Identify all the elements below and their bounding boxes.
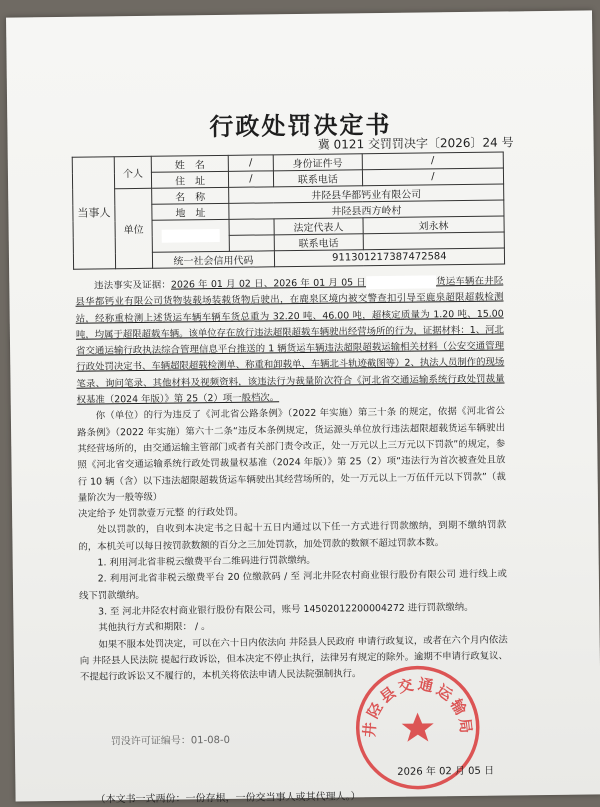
- empty-cell: [229, 235, 274, 252]
- document-number: 冀 0121 交罚罚决字〔2026〕24 号: [317, 135, 514, 152]
- svg-text:井陉县交通运输局: 井陉县交通运输局: [360, 674, 476, 739]
- unit-phone-label: 联系电话: [274, 234, 363, 251]
- appeal-paragraph: 如果不服本处罚决定，可以在六十日内依法向 井陉县人民政府 申请行政复议，或者在六个月内依法向 井陉县人民法院 提起行政诉讼，但本决定不停止执行，法律另有规定的除外。逾期不申请行政复议、不提起行政诉讼又不履行的，本机关将依法申请人民法院强制执行。: [79, 634, 508, 683]
- plate-redaction: [366, 275, 436, 289]
- violation-dates: 2026 年 01 月 02 日、2026 年 01 月 05 日: [170, 277, 367, 291]
- facts-label: 违法事实及证据：: [94, 279, 172, 292]
- permit-number: 罚没许可证编号：01-08-0: [110, 734, 230, 748]
- facts-paragraph: [75, 274, 505, 410]
- phone-label: 联系电话: [273, 170, 362, 187]
- payment-method-1: 1. 利用河北省非税云缴费平台二维码进行罚款缴纳。: [97, 554, 316, 569]
- legal-rep-label: 法定代表人: [274, 218, 363, 235]
- issue-date: 2026 年 02 月 05 日: [397, 765, 495, 778]
- facts-text: 县华都钙业有限公司货物装载场装载货物后驶出，在鹿泉区境内被交警查扣引导至鹿泉超限超载检测站，经称重检测上述货运车辆车辆车货总重为 32.20 吨、46.00 吨，超核定质量为 1.20 吨、15.00 吨，均属于超限超载车辆。该单位存在放行违法超限超载车辆驶出经营场所的行为，证据材料：1、河北省交通运输行政执法综合管理信息平台推送的 1 辆货运车辆违法超限超载运输相关材料（公安交通管理行政处罚决定书、车辆超限超载检测单、称重和卸载单、车辆北斗轨迹截图等）2、执法人员制作的现场笔录、询问笔录、其他材料及视频资料，该违法行为裁量阶次符合《河北省交通运输系统行政处罚裁量权基准（2024 年版）》第 25（2）项一般档次。: [75, 291, 505, 406]
- document-title: 行政处罚决定书: [209, 110, 392, 142]
- document-page: [6, 10, 600, 806]
- redacted-cell: [152, 219, 229, 252]
- id-value: /: [362, 152, 503, 170]
- unit-name-label: 名 称: [152, 187, 229, 204]
- name-label: 姓 名: [151, 155, 228, 172]
- id-label: 身份证件号: [273, 154, 362, 171]
- empty-cell: [229, 219, 274, 236]
- phone-value: /: [362, 168, 503, 186]
- credit-code-label: 统一社会信用代码: [152, 251, 274, 268]
- name-value: /: [228, 155, 273, 172]
- decision-paragraph: 决定给予 处罚款壹万元整 的行政处罚。: [78, 506, 244, 520]
- other-execution: 其他执行方式和期限： / 。: [98, 621, 211, 634]
- credit-code-value: 911301217387472584: [274, 248, 504, 267]
- unit-phone-value: [363, 232, 504, 250]
- individual-label: 个人: [114, 156, 151, 188]
- party-label: 当事人: [72, 157, 115, 270]
- unit-label: 单位: [115, 188, 153, 268]
- address-label: 住 址: [151, 171, 228, 188]
- legal-rep-value: 刘永林: [363, 216, 504, 234]
- unit-address-label: 地 址: [152, 203, 229, 220]
- facts-text-lead: 货运车辆在井陉: [435, 275, 504, 288]
- address-value: /: [228, 171, 273, 188]
- payment-method-3: 3. 至 河北井陉农村商业银行股份有限公司，账号 14502012200004272 进行罚款缴纳。: [98, 601, 474, 618]
- payment-instructions: 处以罚款的，自收到本决定书之日起十五日内通过以下任一方式进行罚款缴纳，到期不缴纳罚款的，本机关可以每日按罚款数额的百分之三加处罚款，加处罚款的数额不超过罚款本数。: [78, 519, 507, 553]
- redaction-box: [162, 229, 220, 243]
- payment-method-2: 2. 利用河北省非税云缴费平台 20 位缴款码 / 至 河北井陉农村商业银行股份有限公司 进行线上或线下罚款缴纳。: [79, 568, 507, 602]
- unit-address-value: 井陉县西方岭村: [229, 200, 504, 219]
- legal-basis-paragraph: 你（单位）的行为违反了《河北省公路条例》（2022 年实施）第三十条 的规定，依据《河北省公路条例》（2022 年实施）第六十二条“违反本条例规定，货运源头单位放行违法超限超载货运车辆驶出其经营场所的，由交通运输主管部门或者有关部门责令改正，处一万元以上三万元以下罚款”的规定，参照《河北省交通运输系统行政处罚裁量权基准（2024 年版）》第 25（2）项“违法行为首次被查处且放行 10 辆（含）以下违法超限超载货运车辆驶出其经营场所的，处一万元以上一万伍仟元以下罚款”（裁量阶次为一般等级）: [77, 405, 506, 504]
- unit-name-value: 井陉县华都钙业有限公司: [229, 184, 504, 203]
- document-body: [75, 274, 508, 687]
- copies-note: （本文书一式两份：一份存根，一份交当事人或其代理人。）: [95, 791, 361, 806]
- party-info-table: [72, 152, 505, 270]
